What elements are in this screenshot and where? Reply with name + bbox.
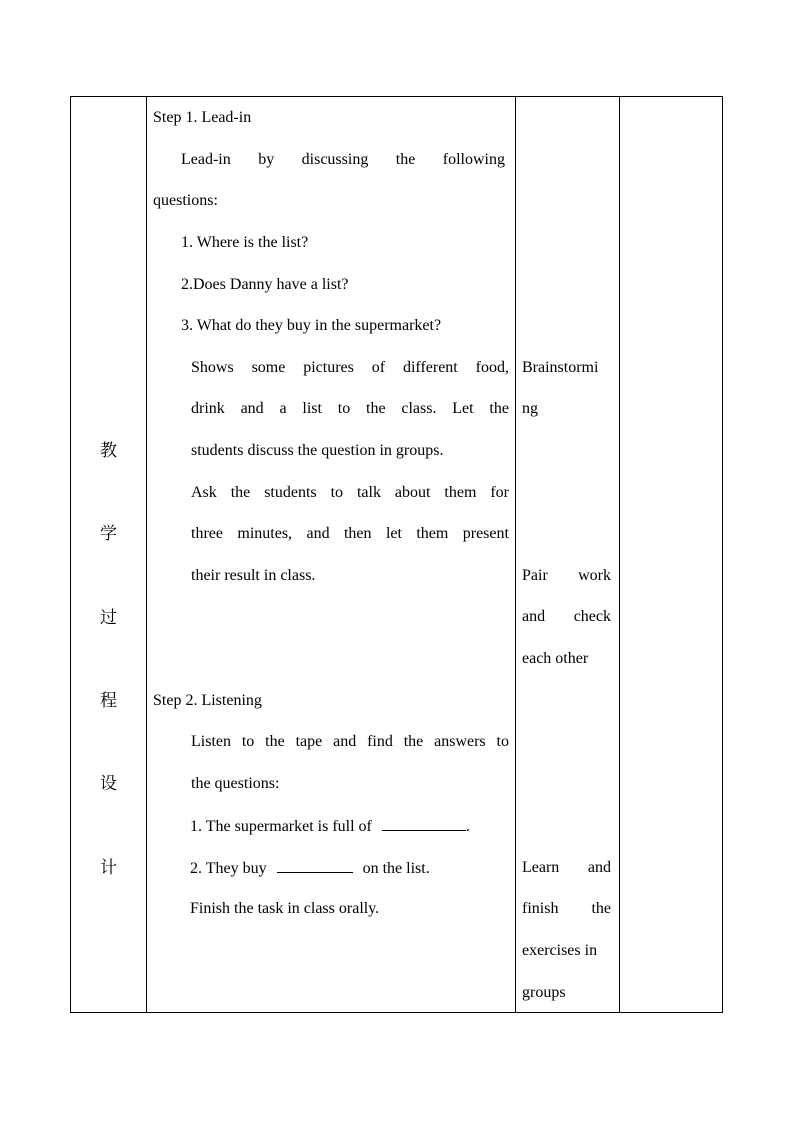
heading-char: 设 (100, 774, 117, 794)
heading-char: 教 (100, 441, 117, 461)
step1-title: Step 1. Lead-in (153, 109, 252, 126)
task-instruction: Finish the task in class orally. (190, 900, 380, 917)
leadin-continued: questions: (153, 192, 218, 209)
lesson-plan-table (70, 96, 723, 1013)
method-text: ng (522, 400, 538, 417)
fill-in-question: 2. They buy on the list. (190, 860, 430, 877)
paragraph-line: three minutes, and then let them present (191, 525, 509, 542)
column-divider (146, 97, 147, 1012)
answer-blank[interactable] (277, 858, 353, 873)
fill-in-question: 1. The supermarket is full of . (190, 818, 470, 835)
paragraph-line: drink and a list to the class. Let the (191, 400, 509, 417)
column-divider (515, 97, 516, 1012)
question-item: 2.Does Danny have a list? (181, 276, 349, 293)
step2-title: Step 2. Listening (153, 692, 262, 709)
heading-char: 计 (100, 858, 117, 878)
method-text: Learn and (522, 859, 611, 876)
method-text: exercises in (522, 942, 598, 959)
answer-blank[interactable] (382, 816, 466, 831)
paragraph-line: Listen to the tape and find the answers to (191, 733, 509, 750)
column-divider (619, 97, 620, 1012)
heading-char: 程 (100, 691, 117, 711)
method-text: Pair work (522, 567, 611, 584)
method-text: groups (522, 984, 566, 1001)
method-text: finish the (522, 900, 611, 917)
paragraph-line: students discuss the question in groups. (191, 442, 444, 459)
question-item: 3. What do they buy in the supermarket? (181, 317, 442, 334)
method-text: Brainstormi (522, 359, 599, 376)
question-item: 1. Where is the list? (181, 234, 309, 251)
method-text: each other (522, 650, 589, 667)
heading-char: 过 (100, 608, 117, 628)
heading-char: 学 (100, 524, 117, 544)
paragraph-line: their result in class. (191, 567, 316, 584)
paragraph-line: Shows some pictures of different food, (191, 359, 509, 376)
method-text: and check (522, 608, 611, 625)
leadin-line: Lead-in by discussing the following (181, 151, 505, 168)
paragraph-line: the questions: (191, 775, 280, 792)
paragraph-line: Ask the students to talk about them for (191, 484, 509, 501)
